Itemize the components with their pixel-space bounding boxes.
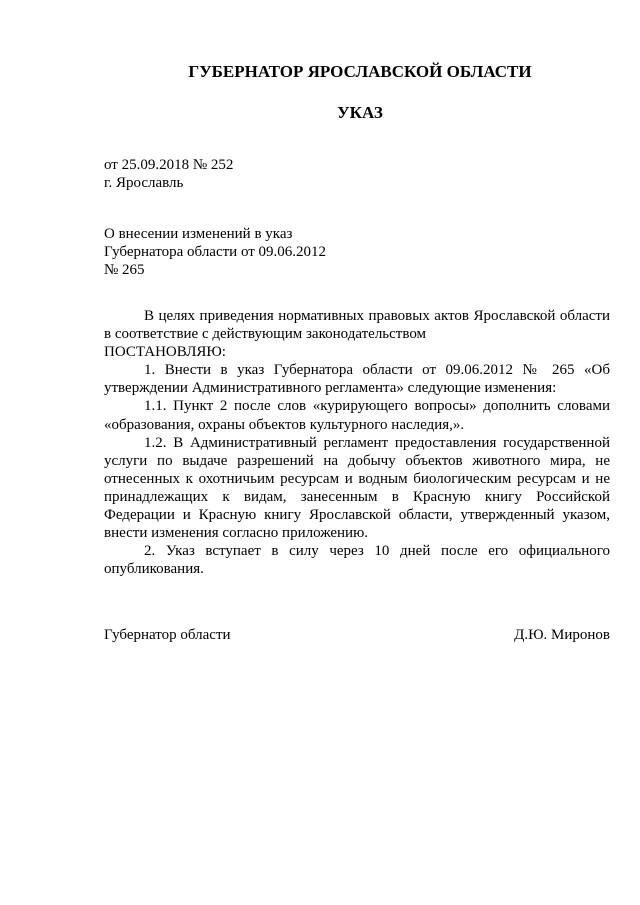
- item-1-2-paragraph: 1.2. В Административный регламент предоставления государственной услуги по выдаче разрешений на добычу объектов животного мира, не отнесенных к охотничьим ресурсам и водным биологическим ресурсам и не принадлежащих к видам, занесенным в Красную книгу Российской Федерации и Красную книгу Ярославской области, утвержденный указом, внести изменения согласно приложению.: [104, 434, 610, 542]
- document-type: УКАЗ: [337, 103, 383, 122]
- item-1-1-paragraph: 1.1. Пункт 2 после слов «курирующего вопросы» дополнить словами «образования, охраны объектов культурного наследия,».: [104, 398, 610, 433]
- document-title: ГУБЕРНАТОР ЯРОСЛАВСКОЙ ОБЛАСТИ: [188, 62, 532, 81]
- subject-line-2: Губернатора области от 09.06.2012: [104, 244, 327, 260]
- subject-line-3: № 265: [104, 262, 145, 278]
- subject-line-1: О внесении изменений в указ: [104, 226, 293, 242]
- decree-word: ПОСТАНОВЛЯЮ:: [104, 344, 226, 361]
- signatory-position: Губернатор области: [104, 627, 231, 643]
- item-2-paragraph: 2. Указ вступает в силу через 10 дней после его официального опубликования.: [104, 543, 610, 578]
- preamble-paragraph: В целях приведения нормативных правовых актов Ярославской области в соответствие с действующим законодательством: [104, 308, 610, 343]
- signatory-name: Д.Ю. Миронов: [514, 627, 610, 643]
- document-body: [104, 307, 610, 578]
- city: г. Ярославль: [104, 175, 184, 191]
- item-1-paragraph: 1. Внести в указ Губернатора области от 09.06.2012 № 265 «Об утверждении Административного регламента» следующие изменения:: [104, 362, 610, 397]
- date-number: от 25.09.2018 № 252: [104, 157, 234, 173]
